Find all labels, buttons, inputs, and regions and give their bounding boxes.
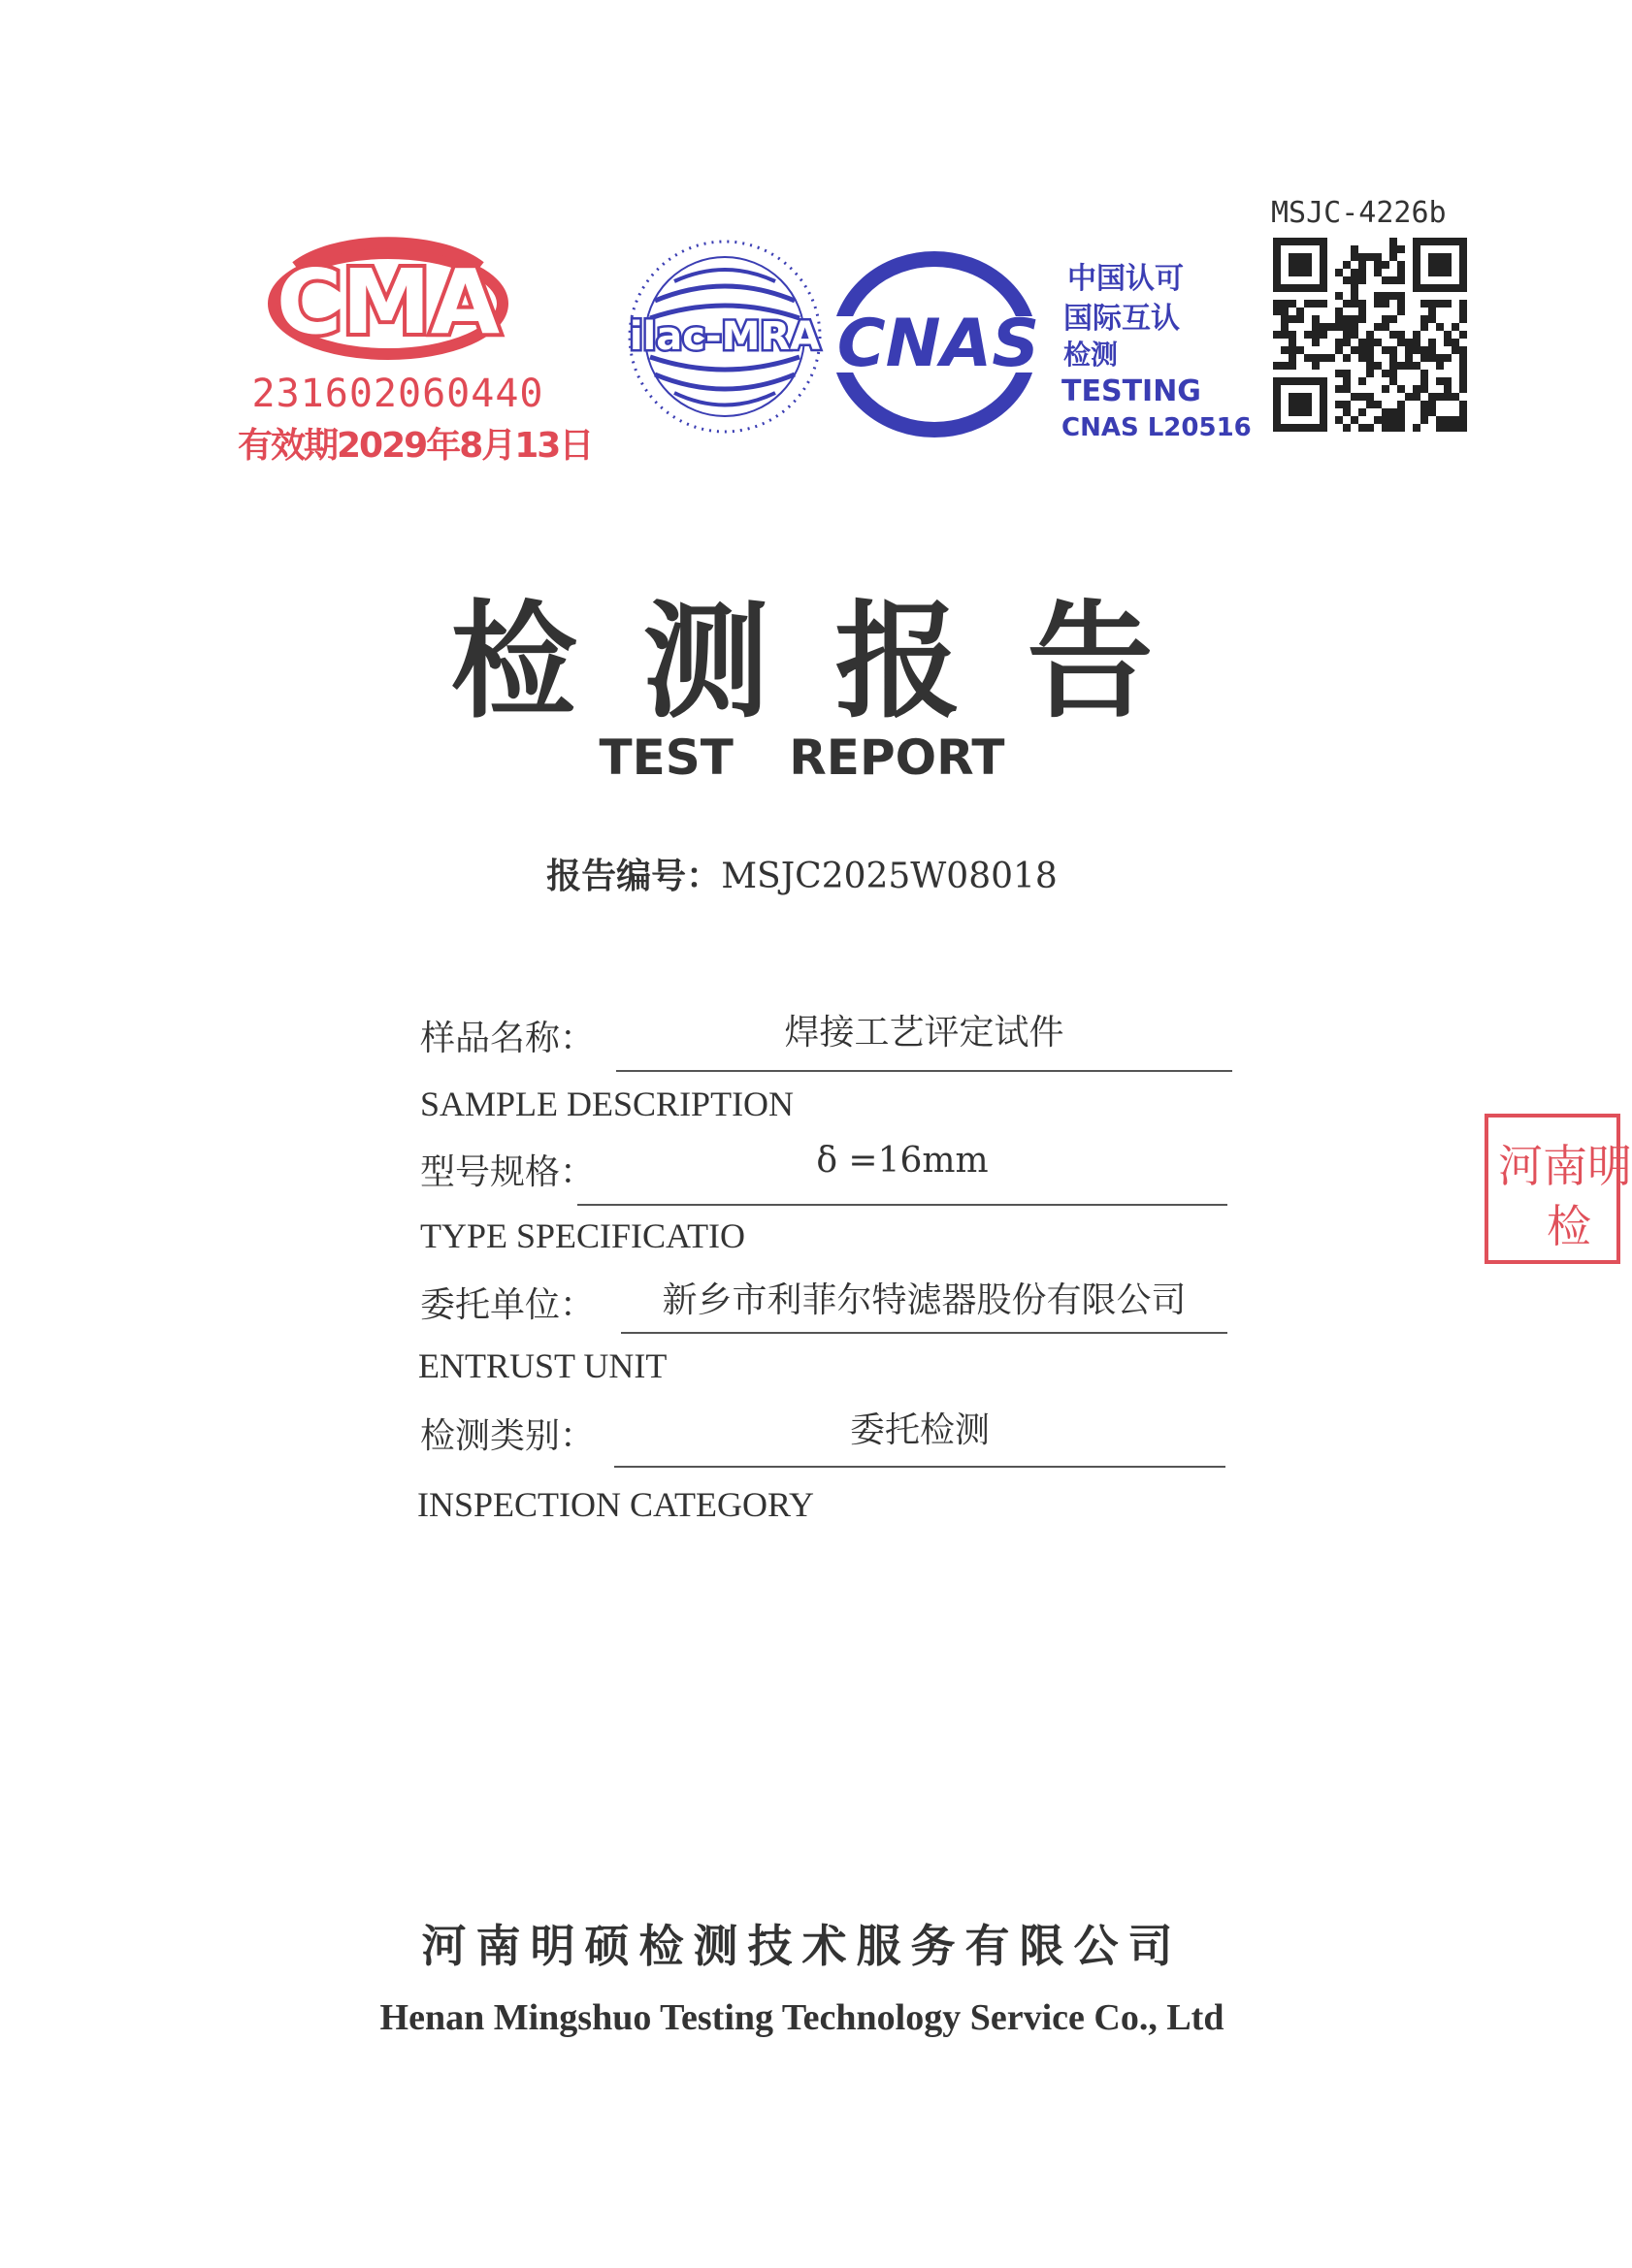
sample-name-value: 焊接工艺评定试件 [784,1013,1064,1053]
entrust-unit-underline [621,1332,1227,1334]
type-specification-en: TYPE SPECIFICATIO [420,1216,746,1255]
cnas-cn-line1: 中国认可 [1067,262,1184,296]
company-name-en: Henan Mingshuo Testing Technology Service Co., Ltd [379,1997,1224,2038]
inspection-category-value: 委托检测 [849,1410,990,1450]
type-spec-value: δ =16mm [816,1141,989,1181]
sample-name-label: 样品名称： [420,1019,596,1058]
report-title-zh: 检测报告 [450,587,1220,735]
report-number-value: MSJC2025W08018 [721,857,1058,896]
report-number [0,849,1604,898]
qr-code-label: MSJC-4226b [1271,196,1447,230]
cnas-code: CNAS L20516 [1061,413,1252,442]
cma-number: 231602060440 [251,372,544,416]
cnas-cn-line3: 检测 [1063,339,1119,371]
inspection-category-en: INSPECTION CATEGORY [417,1485,815,1524]
inspection-category-underline [614,1466,1225,1468]
type-spec-label: 型号规格： [420,1152,596,1192]
cma-emblem-icon [247,238,553,373]
cnas-cn-line2: 国际互认 [1063,302,1180,336]
qr-code-icon[interactable] [1273,238,1467,432]
sample-description-en: SAMPLE DESCRIPTION [420,1085,795,1123]
cnas-emblem-icon [830,252,1062,437]
cnas-testing: TESTING [1061,374,1201,408]
inspection-category-label: 检测类别： [420,1416,596,1456]
sample-name-underline [616,1070,1232,1072]
report-number-label: 报告编号： [546,857,722,896]
ilac-globe-icon [621,233,830,441]
entrust-unit-en: ENTRUST UNIT [418,1346,668,1385]
report-title-en: TEST REPORT [599,729,1005,786]
seal-line2: 检 [1547,1200,1591,1252]
ilac-logo-text: ilac-MRA [629,314,821,359]
company-seal-fragment [1485,1114,1632,1264]
company-name-zh: 河南明硕检测技术服务有限公司 [421,1920,1183,1972]
cma-validity: 有效期2029年8月13日 [238,426,593,466]
ilac-mra-logo [621,233,830,441]
cnas-logo-text: CNAS [836,306,1040,382]
entrust-unit-value: 新乡市利菲尔特滤器股份有限公司 [662,1280,1187,1320]
cma-logo-text: CMA [276,250,501,354]
entrust-unit-label: 委托单位： [420,1285,596,1325]
type-spec-underline [577,1204,1227,1206]
seal-line1: 河南明 [1498,1140,1632,1192]
cnas-logo [830,252,1062,437]
cma-logo [238,238,593,475]
